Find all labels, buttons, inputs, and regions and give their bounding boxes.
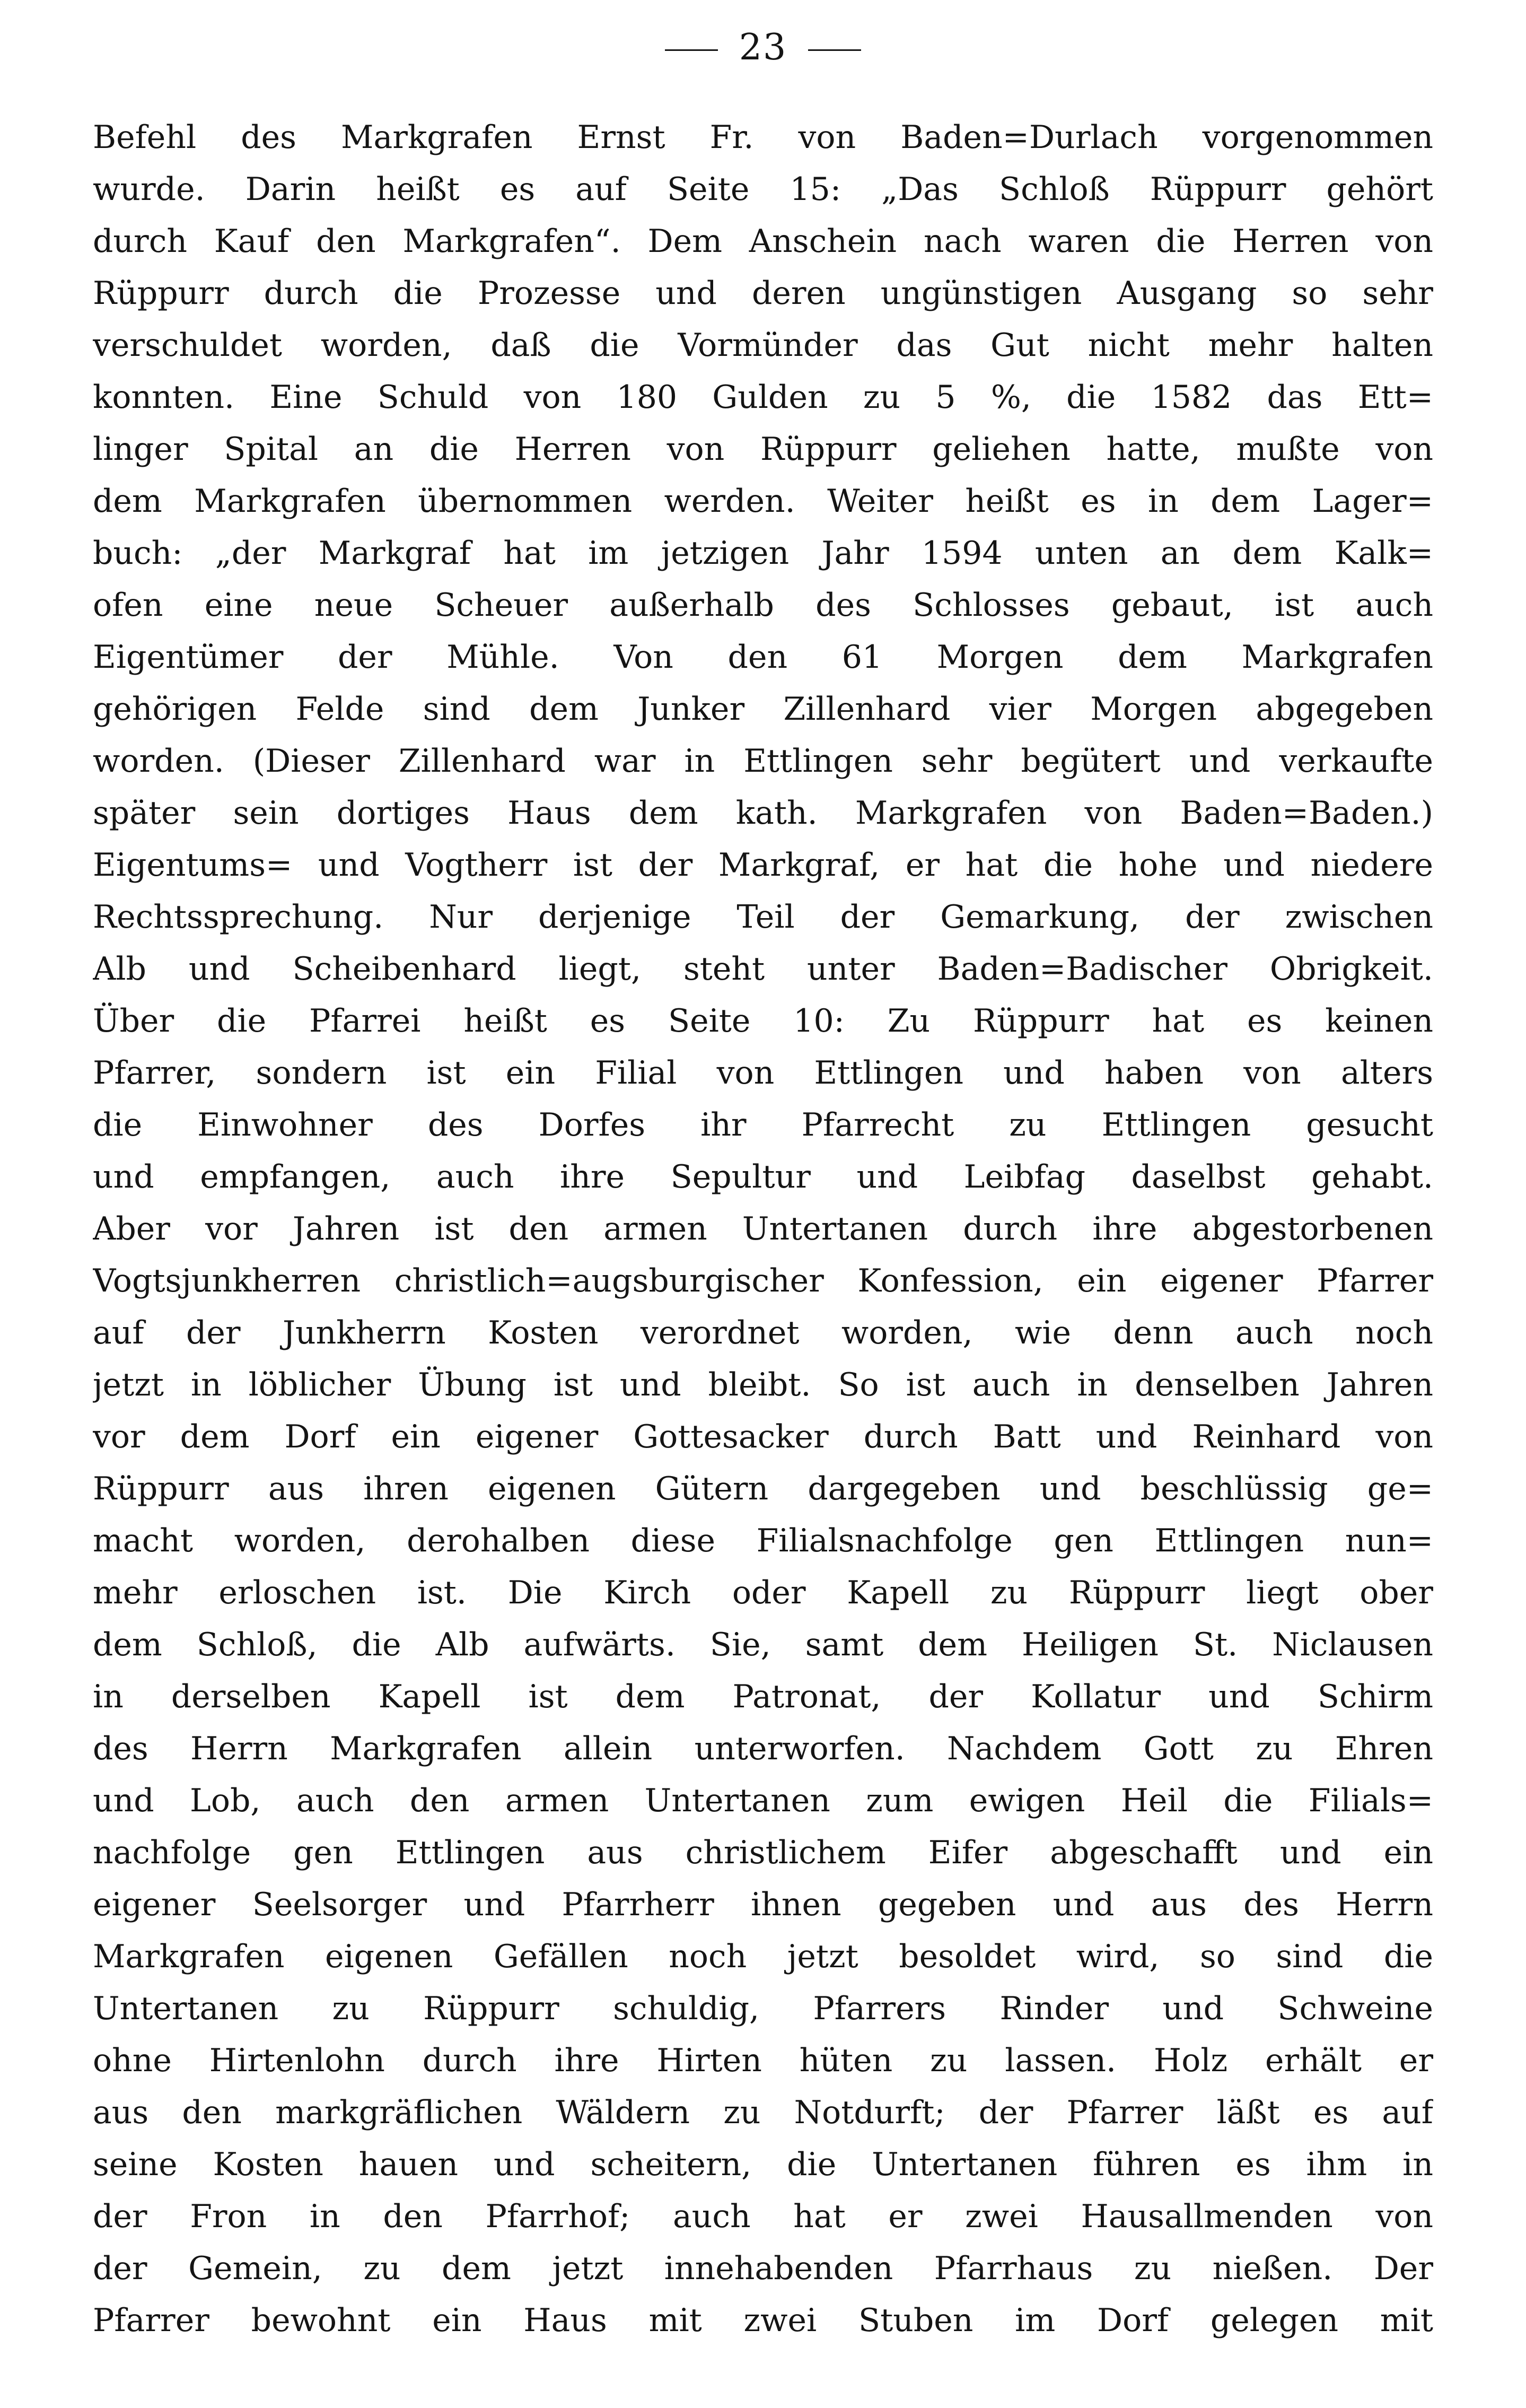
text-line: Vogtsjunkherren christlich=augsburgischer Konfession, ein eigener Pfarrer: [93, 1262, 1433, 1299]
text-line: ohne Hirtenlohn durch ihre Hirten hüten zu lassen. Holz erhält er: [93, 2042, 1433, 2079]
text-line: auf der Junkherrn Kosten verordnet worden, wie denn auch noch: [93, 1314, 1433, 1351]
text-line: dem Schloß, die Alb aufwärts. Sie, samt dem Heiligen St. Niclausen: [93, 1626, 1433, 1663]
page-header: [0, 21, 1526, 74]
text-line: in derselben Kapell ist dem Patronat, der Kollatur und Schirm: [93, 1678, 1433, 1715]
text-line: des Herrn Markgrafen allein unterworfen. Nachdem Gott zu Ehren: [93, 1730, 1433, 1767]
text-line: jetzt in löblicher Übung ist und bleibt. So ist auch in denselben Jahren: [93, 1366, 1433, 1403]
text-line: wurde. Darin heißt es auf Seite 15: „Das Schloß Rüppurr gehört: [93, 171, 1433, 208]
text-line: verschuldet worden, daß die Vormünder das Gut nicht mehr halten: [93, 327, 1433, 364]
text-line: Pfarrer bewohnt ein Haus mit zwei Stuben im Dorf gelegen mit: [93, 2302, 1433, 2339]
text-line: seine Kosten hauen und scheitern, die Untertanen führen es ihm in: [93, 2146, 1433, 2183]
text-line: buch: „der Markgraf hat im jetzigen Jahr 1594 unten an dem Kalk=: [93, 535, 1433, 572]
text-line: und Lob, auch den armen Untertanen zum ewigen Heil die Filials=: [93, 1782, 1433, 1819]
text-line: Pfarrer, sondern ist ein Filial von Ettlingen und haben von alters: [93, 1054, 1433, 1092]
text-line: Alb und Scheibenhard liegt, steht unter Baden=Badischer Obrigkeit.: [93, 950, 1433, 988]
text-line: Aber vor Jahren ist den armen Untertanen durch ihre abgestorbenen: [93, 1210, 1433, 1247]
text-line: Befehl des Markgrafen Ernst Fr. von Baden=Durlach vorgenommen: [93, 119, 1433, 156]
page-number: 23: [739, 27, 787, 68]
text-line: Rüppurr aus ihren eigenen Gütern dargegeben und beschlüssig ge=: [93, 1470, 1433, 1507]
text-line: der Gemein, zu dem jetzt innehabenden Pfarrhaus zu nießen. Der: [93, 2250, 1433, 2287]
text-line: mehr erloschen ist. Die Kirch oder Kapell zu Rüppurr liegt ober: [93, 1574, 1433, 1611]
text-line: eigener Seelsorger und Pfarrherr ihnen gegeben und aus des Herrn: [93, 1886, 1433, 1923]
text-line: vor dem Dorf ein eigener Gottesacker durch Batt und Reinhard von: [93, 1418, 1433, 1455]
text-line: linger Spital an die Herren von Rüppurr geliehen hatte, mußte von: [93, 431, 1433, 468]
text-line: die Einwohner des Dorfes ihr Pfarrecht zu Ettlingen gesucht: [93, 1106, 1433, 1144]
text-line: gehörigen Felde sind dem Junker Zillenhard vier Morgen abgegeben: [93, 691, 1433, 728]
text-line: Über die Pfarrei heißt es Seite 10: Zu Rüppurr hat es keinen: [93, 1002, 1433, 1040]
text-line: Eigentums= und Vogtherr ist der Markgraf, er hat die hohe und niedere: [93, 847, 1433, 884]
text-line: worden. (Dieser Zillenhard war in Ettlingen sehr begütert und verkaufte: [93, 743, 1433, 780]
text-line: konnten. Eine Schuld von 180 Gulden zu 5 %, die 1582 das Ett=: [93, 379, 1433, 416]
text-line: dem Markgrafen übernommen werden. Weiter heißt es in dem Lager=: [93, 483, 1433, 520]
text-line: der Fron in den Pfarrhof; auch hat er zwei Hausallmenden von: [93, 2198, 1433, 2235]
text-line: Rechtssprechung. Nur derjenige Teil der Gemarkung, der zwischen: [93, 898, 1433, 936]
text-line: und empfangen, auch ihre Sepultur und Leibfag daselbst gehabt.: [93, 1158, 1433, 1196]
header-dash-right: [808, 49, 861, 51]
text-line: macht worden, derohalben diese Filialsnachfolge gen Ettlingen nun=: [93, 1522, 1433, 1559]
text-line: Markgrafen eigenen Gefällen noch jetzt besoldet wird, so sind die: [93, 1938, 1433, 1975]
text-line: später sein dortiges Haus dem kath. Markgrafen von Baden=Baden.): [93, 795, 1433, 832]
body-text: [93, 111, 1433, 2346]
text-line: Eigentümer der Mühle. Von den 61 Morgen dem Markgrafen: [93, 639, 1433, 676]
text-line: aus den markgräflichen Wäldern zu Notdurft; der Pfarrer läßt es auf: [93, 2094, 1433, 2131]
text-line: Untertanen zu Rüppurr schuldig, Pfarrers Rinder und Schweine: [93, 1990, 1433, 2027]
header-dash-left: [665, 49, 718, 51]
text-line: nachfolge gen Ettlingen aus christlichem Eifer abgeschafft und ein: [93, 1834, 1433, 1871]
text-line: ofen eine neue Scheuer außerhalb des Schlosses gebaut, ist auch: [93, 587, 1433, 624]
text-line: durch Kauf den Markgrafen“. Dem Anschein nach waren die Herren von: [93, 223, 1433, 260]
text-line: Rüppurr durch die Prozesse und deren ungünstigen Ausgang so sehr: [93, 275, 1433, 312]
